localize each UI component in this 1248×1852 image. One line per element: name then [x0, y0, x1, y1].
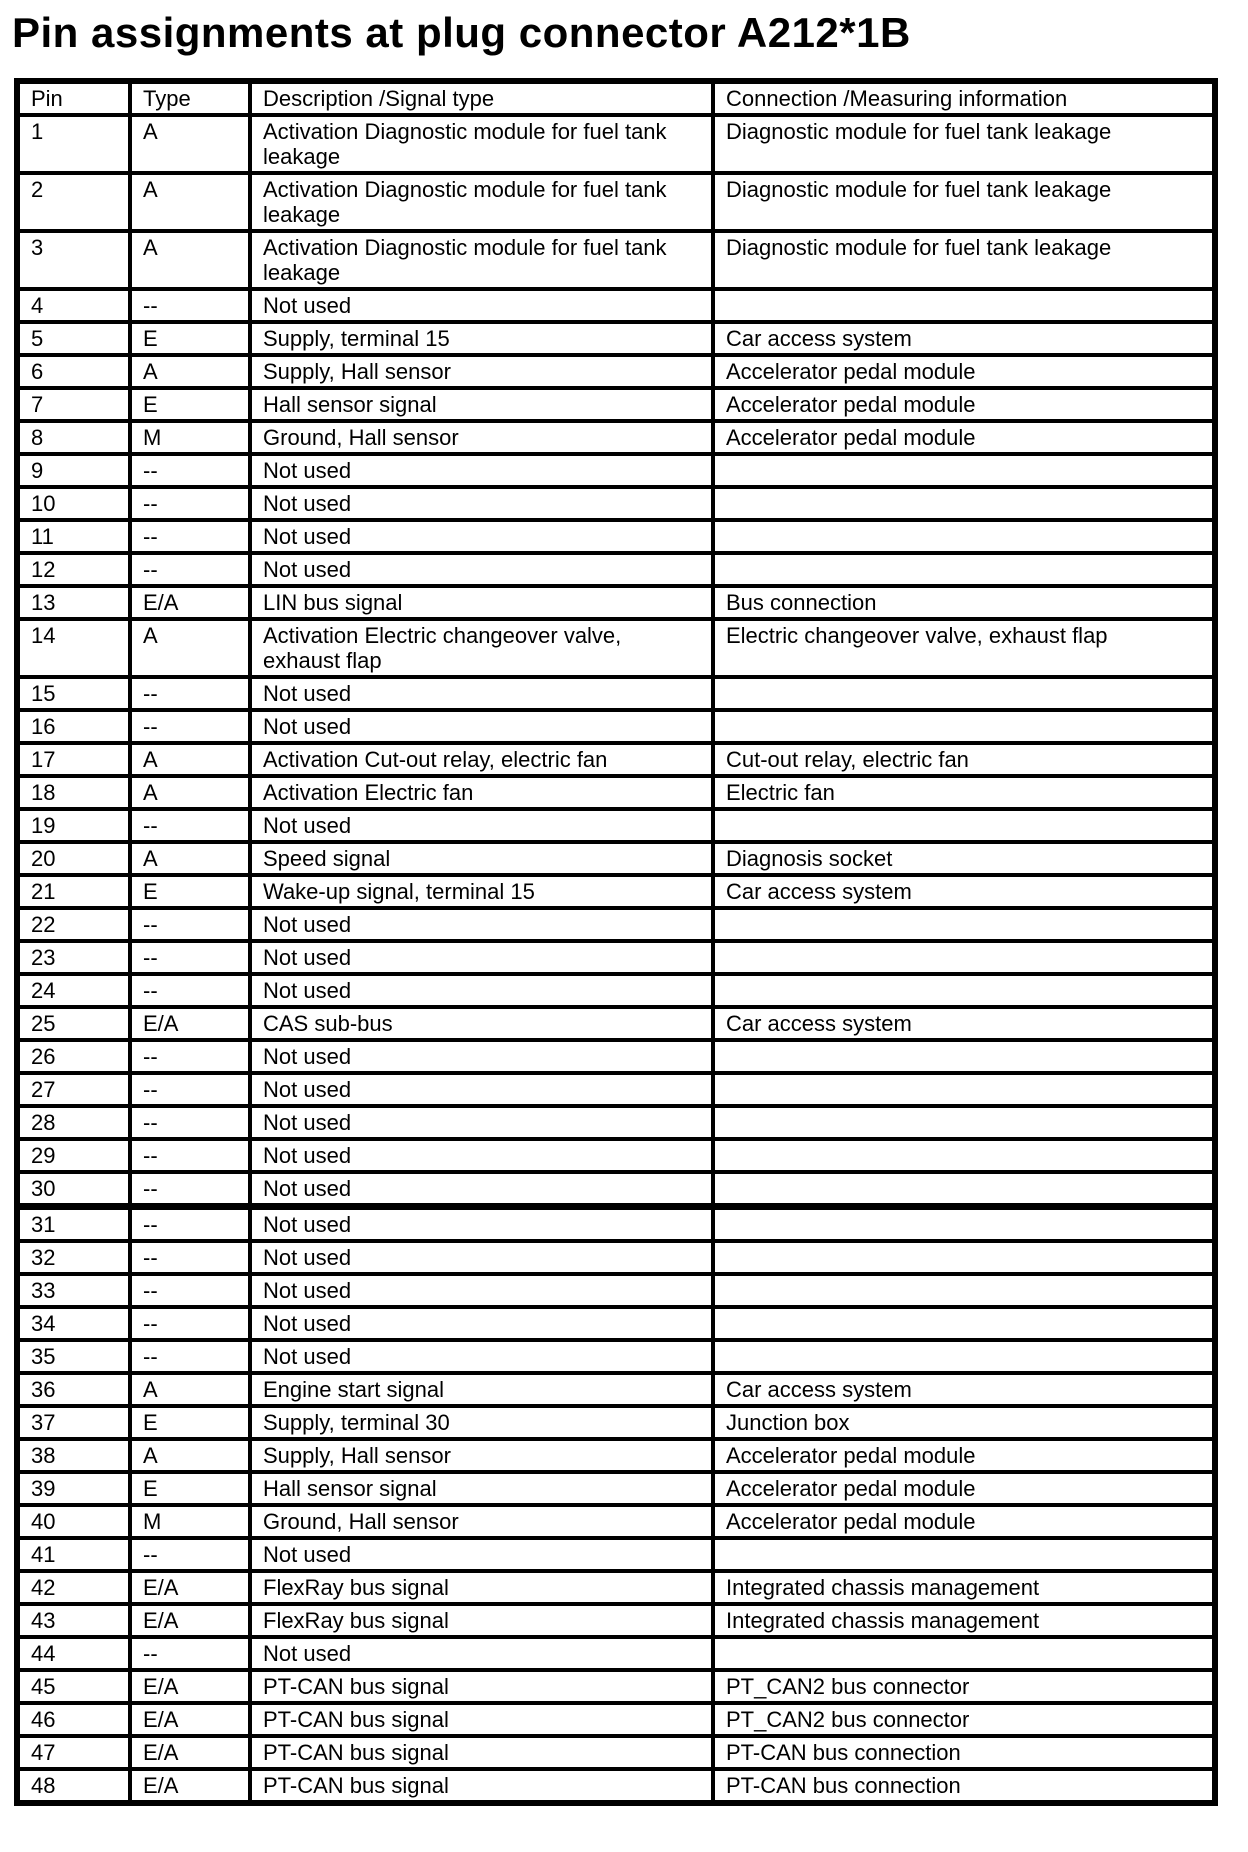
cell-pin: 27 [17, 1073, 130, 1106]
cell-pin: 43 [17, 1604, 130, 1637]
cell-pin: 37 [17, 1406, 130, 1439]
table-row [17, 908, 1215, 941]
cell-pin: 32 [17, 1241, 130, 1274]
cell-pin: 20 [17, 842, 130, 875]
cell-type: -- [130, 1340, 250, 1373]
page-title: Pin assignments at plug connector A212*1B [12, 9, 911, 56]
cell-type: -- [130, 809, 250, 842]
cell-connection [713, 710, 1215, 743]
table-row [17, 974, 1215, 1007]
cell-type: -- [130, 1207, 250, 1242]
table-row [17, 1307, 1215, 1340]
cell-connection: Electric changeover valve, exhaust flap [713, 619, 1215, 677]
cell-type: A [130, 619, 250, 677]
table-row [17, 1571, 1215, 1604]
cell-connection [713, 289, 1215, 322]
cell-type: E/A [130, 1703, 250, 1736]
cell-connection: Accelerator pedal module [713, 1472, 1215, 1505]
cell-type: -- [130, 974, 250, 1007]
cell-pin: 8 [17, 421, 130, 454]
table-row [17, 1604, 1215, 1637]
cell-pin: 36 [17, 1373, 130, 1406]
cell-pin: 6 [17, 355, 130, 388]
cell-description: Not used [250, 941, 713, 974]
cell-connection [713, 1340, 1215, 1373]
cell-type: A [130, 1373, 250, 1406]
cell-description: Supply, terminal 30 [250, 1406, 713, 1439]
cell-description: Activation Electric fan [250, 776, 713, 809]
cell-description: FlexRay bus signal [250, 1604, 713, 1637]
cell-pin: 16 [17, 710, 130, 743]
cell-connection: Accelerator pedal module [713, 388, 1215, 421]
cell-connection: Accelerator pedal module [713, 421, 1215, 454]
cell-type: A [130, 1439, 250, 1472]
table-row [17, 1769, 1215, 1803]
cell-description: PT-CAN bus signal [250, 1736, 713, 1769]
cell-connection [713, 809, 1215, 842]
cell-description: Not used [250, 454, 713, 487]
cell-description: Not used [250, 710, 713, 743]
cell-type: -- [130, 487, 250, 520]
table-row [17, 231, 1215, 289]
table-row [17, 1274, 1215, 1307]
cell-description: Activation Diagnostic module for fuel tank leakage [250, 115, 713, 173]
table-row [17, 1406, 1215, 1439]
cell-connection [713, 1307, 1215, 1340]
column-header-type: Type [130, 81, 250, 115]
table-body [17, 115, 1215, 1803]
cell-connection [713, 553, 1215, 586]
cell-description: Not used [250, 1274, 713, 1307]
cell-description: Not used [250, 1340, 713, 1373]
cell-pin: 45 [17, 1670, 130, 1703]
cell-pin: 46 [17, 1703, 130, 1736]
cell-description: Not used [250, 908, 713, 941]
cell-connection [713, 487, 1215, 520]
table-row [17, 322, 1215, 355]
cell-pin: 25 [17, 1007, 130, 1040]
table-row [17, 173, 1215, 231]
cell-type: -- [130, 289, 250, 322]
cell-type: M [130, 421, 250, 454]
table-row [17, 1538, 1215, 1571]
cell-connection [713, 1139, 1215, 1172]
cell-description: PT-CAN bus signal [250, 1703, 713, 1736]
cell-description: Hall sensor signal [250, 1472, 713, 1505]
cell-description: Not used [250, 1040, 713, 1073]
table-row [17, 1373, 1215, 1406]
cell-description: Not used [250, 1241, 713, 1274]
table-row [17, 454, 1215, 487]
cell-connection: Diagnostic module for fuel tank leakage [713, 173, 1215, 231]
column-header-connection: Connection /Measuring information [713, 81, 1215, 115]
cell-connection: PT-CAN bus connection [713, 1736, 1215, 1769]
cell-type: E [130, 388, 250, 421]
table-row [17, 1139, 1215, 1172]
cell-description: Not used [250, 487, 713, 520]
cell-connection: Diagnostic module for fuel tank leakage [713, 115, 1215, 173]
cell-type: -- [130, 1139, 250, 1172]
cell-description: PT-CAN bus signal [250, 1769, 713, 1803]
column-header-description: Description /Signal type [250, 81, 713, 115]
table-row [17, 1172, 1215, 1207]
cell-connection: Electric fan [713, 776, 1215, 809]
cell-description: Ground, Hall sensor [250, 1505, 713, 1538]
table-row [17, 809, 1215, 842]
table-row [17, 289, 1215, 322]
cell-type: -- [130, 1274, 250, 1307]
cell-description: Wake-up signal, terminal 15 [250, 875, 713, 908]
cell-description: Activation Diagnostic module for fuel tank leakage [250, 231, 713, 289]
cell-pin: 26 [17, 1040, 130, 1073]
cell-type: -- [130, 1538, 250, 1571]
table-row [17, 388, 1215, 421]
cell-type: -- [130, 1241, 250, 1274]
table-row [17, 520, 1215, 553]
cell-connection [713, 974, 1215, 1007]
cell-description: Not used [250, 289, 713, 322]
cell-description: Not used [250, 1172, 713, 1207]
cell-description: Not used [250, 1073, 713, 1106]
table-row [17, 619, 1215, 677]
cell-connection: Integrated chassis management [713, 1604, 1215, 1637]
cell-pin: 30 [17, 1172, 130, 1207]
cell-type: E [130, 1472, 250, 1505]
cell-pin: 48 [17, 1769, 130, 1803]
cell-description: Not used [250, 553, 713, 586]
cell-connection: PT-CAN bus connection [713, 1769, 1215, 1803]
cell-description: Hall sensor signal [250, 388, 713, 421]
cell-connection [713, 908, 1215, 941]
cell-type: -- [130, 454, 250, 487]
table-row [17, 1040, 1215, 1073]
table-row [17, 710, 1215, 743]
cell-pin: 18 [17, 776, 130, 809]
table-row [17, 1736, 1215, 1769]
cell-description: Activation Electric changeover valve, exhaust flap [250, 619, 713, 677]
cell-pin: 12 [17, 553, 130, 586]
cell-description: PT-CAN bus signal [250, 1670, 713, 1703]
table-row [17, 1670, 1215, 1703]
table-row [17, 1106, 1215, 1139]
column-header-pin: Pin [17, 81, 130, 115]
header-row [17, 81, 1215, 115]
cell-pin: 7 [17, 388, 130, 421]
cell-type: -- [130, 553, 250, 586]
cell-type: A [130, 842, 250, 875]
cell-description: Not used [250, 1637, 713, 1670]
cell-pin: 22 [17, 908, 130, 941]
cell-type: A [130, 231, 250, 289]
cell-description: Not used [250, 974, 713, 1007]
table-row [17, 1505, 1215, 1538]
cell-type: -- [130, 908, 250, 941]
table-row [17, 1439, 1215, 1472]
cell-description: Not used [250, 520, 713, 553]
cell-connection [713, 520, 1215, 553]
cell-description: Not used [250, 1139, 713, 1172]
cell-description: Supply, Hall sensor [250, 1439, 713, 1472]
cell-description: Not used [250, 1207, 713, 1242]
cell-connection [713, 1106, 1215, 1139]
cell-connection [713, 677, 1215, 710]
cell-pin: 9 [17, 454, 130, 487]
cell-connection: Junction box [713, 1406, 1215, 1439]
cell-type: -- [130, 1073, 250, 1106]
table-row [17, 487, 1215, 520]
cell-type: E/A [130, 1670, 250, 1703]
cell-type: -- [130, 677, 250, 710]
cell-type: E/A [130, 1571, 250, 1604]
cell-description: Speed signal [250, 842, 713, 875]
cell-pin: 21 [17, 875, 130, 908]
cell-connection [713, 1040, 1215, 1073]
cell-pin: 42 [17, 1571, 130, 1604]
cell-description: Not used [250, 1307, 713, 1340]
cell-connection: Accelerator pedal module [713, 1505, 1215, 1538]
cell-connection [713, 1538, 1215, 1571]
cell-description: Activation Cut-out relay, electric fan [250, 743, 713, 776]
cell-description: Activation Diagnostic module for fuel tank leakage [250, 173, 713, 231]
cell-type: A [130, 743, 250, 776]
cell-connection [713, 454, 1215, 487]
table-row [17, 421, 1215, 454]
cell-type: -- [130, 520, 250, 553]
cell-connection: Cut-out relay, electric fan [713, 743, 1215, 776]
cell-connection: Accelerator pedal module [713, 355, 1215, 388]
cell-pin: 38 [17, 1439, 130, 1472]
cell-pin: 31 [17, 1207, 130, 1242]
cell-type: E/A [130, 586, 250, 619]
cell-type: -- [130, 1172, 250, 1207]
cell-pin: 11 [17, 520, 130, 553]
cell-description: CAS sub-bus [250, 1007, 713, 1040]
cell-pin: 23 [17, 941, 130, 974]
table-row [17, 875, 1215, 908]
table-row [17, 677, 1215, 710]
cell-pin: 10 [17, 487, 130, 520]
cell-pin: 44 [17, 1637, 130, 1670]
table-row [17, 1073, 1215, 1106]
cell-type: -- [130, 1040, 250, 1073]
cell-type: -- [130, 710, 250, 743]
cell-connection: Accelerator pedal module [713, 1439, 1215, 1472]
cell-connection: Diagnosis socket [713, 842, 1215, 875]
cell-description: FlexRay bus signal [250, 1571, 713, 1604]
cell-description: Not used [250, 1106, 713, 1139]
cell-pin: 14 [17, 619, 130, 677]
cell-connection: Integrated chassis management [713, 1571, 1215, 1604]
cell-pin: 3 [17, 231, 130, 289]
cell-pin: 33 [17, 1274, 130, 1307]
table-row [17, 1241, 1215, 1274]
cell-type: E/A [130, 1736, 250, 1769]
cell-pin: 41 [17, 1538, 130, 1571]
table-row [17, 842, 1215, 875]
cell-pin: 2 [17, 173, 130, 231]
cell-pin: 35 [17, 1340, 130, 1373]
cell-connection: Bus connection [713, 586, 1215, 619]
cell-connection: Car access system [713, 875, 1215, 908]
cell-connection: Car access system [713, 1373, 1215, 1406]
cell-pin: 13 [17, 586, 130, 619]
cell-connection [713, 1241, 1215, 1274]
cell-connection: Diagnostic module for fuel tank leakage [713, 231, 1215, 289]
cell-connection: Car access system [713, 1007, 1215, 1040]
cell-type: -- [130, 1307, 250, 1340]
cell-description: LIN bus signal [250, 586, 713, 619]
cell-pin: 5 [17, 322, 130, 355]
cell-type: E/A [130, 1007, 250, 1040]
table-row [17, 355, 1215, 388]
cell-type: E/A [130, 1769, 250, 1803]
cell-type: -- [130, 1106, 250, 1139]
cell-pin: 24 [17, 974, 130, 1007]
cell-connection [713, 1172, 1215, 1207]
cell-type: A [130, 115, 250, 173]
cell-type: A [130, 776, 250, 809]
table-row [17, 586, 1215, 619]
cell-type: A [130, 355, 250, 388]
cell-pin: 15 [17, 677, 130, 710]
table-row [17, 1472, 1215, 1505]
cell-type: -- [130, 1637, 250, 1670]
cell-pin: 40 [17, 1505, 130, 1538]
cell-connection: Car access system [713, 322, 1215, 355]
cell-pin: 17 [17, 743, 130, 776]
cell-type: E [130, 322, 250, 355]
cell-type: M [130, 1505, 250, 1538]
table-row [17, 776, 1215, 809]
cell-type: A [130, 173, 250, 231]
cell-connection [713, 1073, 1215, 1106]
cell-pin: 29 [17, 1139, 130, 1172]
cell-type: E/A [130, 1604, 250, 1637]
cell-type: -- [130, 941, 250, 974]
cell-pin: 39 [17, 1472, 130, 1505]
cell-description: Not used [250, 1538, 713, 1571]
table-row [17, 115, 1215, 173]
table-row [17, 1637, 1215, 1670]
cell-pin: 34 [17, 1307, 130, 1340]
cell-connection: PT_CAN2 bus connector [713, 1703, 1215, 1736]
cell-pin: 1 [17, 115, 130, 173]
cell-connection [713, 1274, 1215, 1307]
table-row [17, 1007, 1215, 1040]
table-row [17, 743, 1215, 776]
cell-pin: 28 [17, 1106, 130, 1139]
cell-pin: 47 [17, 1736, 130, 1769]
table-row [17, 1703, 1215, 1736]
cell-pin: 4 [17, 289, 130, 322]
cell-description: Not used [250, 677, 713, 710]
table-row [17, 941, 1215, 974]
table-row [17, 1207, 1215, 1242]
table-row [17, 553, 1215, 586]
cell-description: Supply, Hall sensor [250, 355, 713, 388]
cell-description: Supply, terminal 15 [250, 322, 713, 355]
cell-type: E [130, 1406, 250, 1439]
cell-description: Ground, Hall sensor [250, 421, 713, 454]
cell-description: Not used [250, 809, 713, 842]
cell-connection [713, 1637, 1215, 1670]
cell-connection [713, 1207, 1215, 1242]
cell-description: Engine start signal [250, 1373, 713, 1406]
cell-connection [713, 941, 1215, 974]
cell-connection: PT_CAN2 bus connector [713, 1670, 1215, 1703]
pin-assignment-table [14, 78, 1218, 1806]
cell-type: E [130, 875, 250, 908]
cell-pin: 19 [17, 809, 130, 842]
table-row [17, 1340, 1215, 1373]
